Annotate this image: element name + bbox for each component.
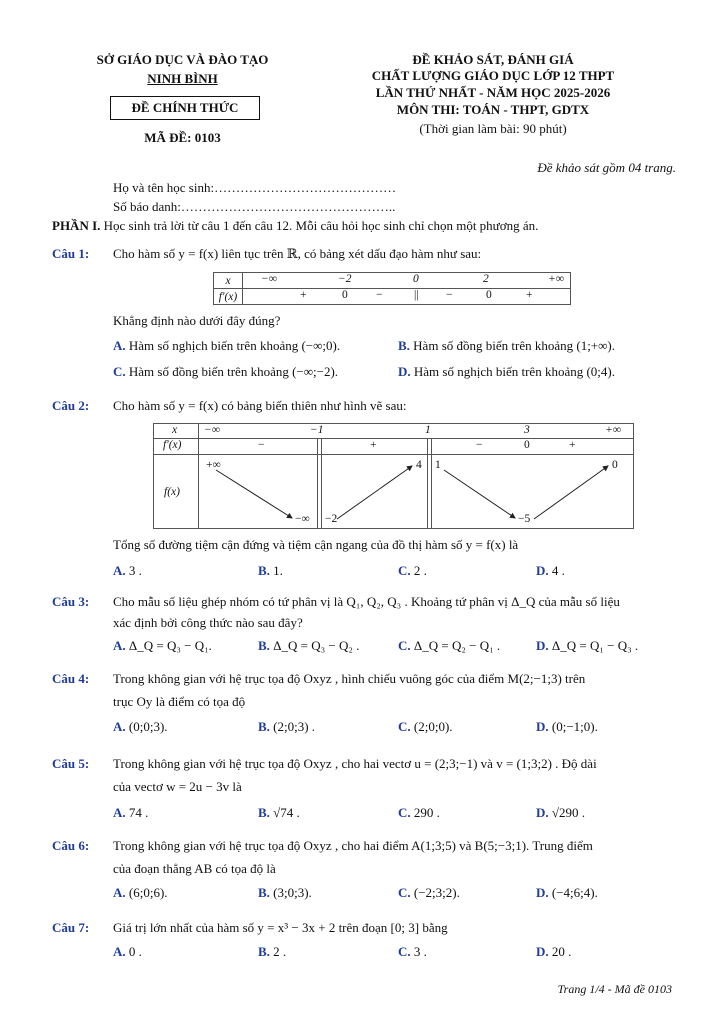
q2-fp-sign-1: − — [258, 439, 265, 451]
q6-option-a[interactable] — [113, 885, 168, 901]
q7-text: Giá trị lớn nhất của hàm số y = x³ − 3x + 2 trên đoạn [0; 3] bằng — [113, 920, 448, 935]
q5-text-line1: Trong không gian với hệ trục tọa độ Oxyz , cho hai vectơ u = (2;3;−1) và v = (1;3;2) . Độ dài — [113, 756, 597, 771]
q1-prompt: Khẳng định nào dưới đây đúng? — [113, 313, 281, 328]
q2-fp-sign-4: + — [569, 439, 576, 451]
q5-option-c[interactable] — [398, 805, 440, 821]
q1-option-d[interactable] — [398, 364, 615, 380]
q5-label: Câu 5: — [52, 756, 90, 771]
q7-option-c[interactable] — [398, 944, 427, 960]
q2-option-c[interactable] — [398, 563, 427, 579]
q2-option-b[interactable] — [258, 563, 283, 579]
q2-x-3: 3 — [524, 424, 530, 436]
q3-text-line2: xác định bởi công thức nào sau đây? — [113, 615, 303, 630]
q1-a-letter: A. — [113, 338, 126, 353]
q1-sign-4: || — [414, 289, 419, 301]
q2-c-text: 2 . — [413, 563, 427, 578]
q5-a-text: 74 . — [128, 805, 149, 820]
exam-title-line3: LẦN THỨ NHẤT - NĂM HỌC 2025-2026 — [375, 85, 611, 100]
student-id-line: Số báo danh:………………………………………….. — [113, 199, 396, 214]
q1-x-label: x — [214, 273, 243, 289]
q4-c-letter: C. — [398, 719, 411, 734]
page-footer: Trang 1/4 - Mã đề 0103 — [557, 982, 672, 996]
q2-f-m2: −2 — [325, 513, 338, 525]
q6-option-b[interactable] — [258, 885, 312, 901]
q2-f-neg-inf: −∞ — [295, 513, 310, 525]
q2-a-letter: A. — [113, 563, 126, 578]
q5-a-letter: A. — [113, 805, 126, 820]
q3-d-text: Δ_Q = Q₁ − Q₃ . — [551, 638, 639, 653]
exam-title-line1: ĐỀ KHẢO SÁT, ĐÁNH GIÁ — [412, 52, 574, 67]
q1-sign-3: − — [376, 289, 383, 301]
q1-text: Cho hàm số y = f(x) liên tục trên ℝ, có bảng xét dấu đạo hàm như sau: — [113, 246, 482, 261]
q2-d-text: 4 . — [551, 563, 565, 578]
q3-option-a[interactable] — [113, 638, 212, 654]
q4-a-letter: A. — [113, 719, 126, 734]
q2-text: Cho hàm số y = f(x) có bảng biến thiên như hình vẽ sau: — [113, 398, 407, 413]
q1-d-text: Hàm số nghịch biến trên khoảng (0;4). — [413, 364, 615, 379]
q2-fp-sign-2: + — [370, 439, 377, 451]
q7-label: Câu 7: — [52, 920, 90, 935]
q5-text-line2: của vectơ w = 2u − 3v là — [113, 779, 242, 794]
q2-x-pos-inf: +∞ — [605, 424, 621, 436]
q6-c-text: (−2;3;2). — [413, 885, 460, 900]
q1-sign-6: 0 — [486, 289, 492, 301]
q1-d-letter: D. — [398, 364, 411, 379]
department-name: SỞ GIÁO DỤC VÀ ĐÀO TẠO — [96, 52, 269, 67]
q1-b-text: Hàm số đồng biến trên khoảng (1;+∞). — [413, 338, 615, 353]
q6-d-text: (−4;6;4). — [551, 885, 598, 900]
q2-x-neg-inf: −∞ — [204, 424, 220, 436]
q3-label: Câu 3: — [52, 594, 90, 609]
q2-prompt: Tổng số đường tiệm cận đứng và tiệm cận ngang của đồ thị hàm số y = f(x) là — [113, 537, 519, 552]
q6-a-letter: A. — [113, 885, 126, 900]
q5-option-b[interactable] — [258, 805, 300, 821]
q4-label: Câu 4: — [52, 671, 90, 686]
q7-c-letter: C. — [398, 944, 411, 959]
q7-a-text: 0 . — [128, 944, 142, 959]
q2-x-m1: −1 — [310, 424, 324, 436]
q2-arrow-up-2 — [534, 466, 608, 519]
q4-text-line2: trục Oy là điểm có tọa độ — [113, 694, 246, 709]
q3-option-c[interactable] — [398, 638, 500, 654]
q5-option-a[interactable] — [113, 805, 148, 821]
q1-sign-2: 0 — [342, 289, 348, 301]
part1-label: PHẦN I. — [52, 218, 101, 233]
q2-c-letter: C. — [398, 563, 411, 578]
q1-x-neg-inf: −∞ — [261, 273, 277, 285]
q5-c-text: 290 . — [413, 805, 440, 820]
q1-x-pos-inf: +∞ — [548, 273, 564, 285]
q4-option-c[interactable] — [398, 719, 453, 735]
q5-d-text: √290 . — [551, 805, 586, 820]
student-name-line: Họ và tên học sinh:…………………………………… — [113, 180, 397, 195]
q2-x-label: x — [172, 424, 178, 436]
q3-c-text: Δ_Q = Q₂ − Q₁ . — [413, 638, 501, 653]
q1-sign-cells — [243, 273, 571, 289]
q1-x-0: 0 — [413, 273, 419, 285]
q6-b-letter: B. — [258, 885, 270, 900]
q1-sign-5: − — [446, 289, 453, 301]
q2-option-d[interactable] — [536, 563, 565, 579]
q5-b-letter: B. — [258, 805, 270, 820]
q6-d-letter: D. — [536, 885, 549, 900]
q2-b-text: 1. — [273, 563, 283, 578]
q1-c-letter: C. — [113, 364, 126, 379]
q6-text-line1: Trong không gian với hệ trục tọa độ Oxyz , cho hai điểm A(1;3;5) và B(5;−3;1). Trung điểm — [113, 838, 593, 853]
q7-b-text: 2 . — [273, 944, 287, 959]
q2-option-a[interactable] — [113, 563, 142, 579]
q3-option-d[interactable] — [536, 638, 638, 654]
q1-fprime-label: f′(x) — [214, 289, 243, 305]
q6-label: Câu 6: — [52, 838, 90, 853]
q3-b-text: Δ_Q = Q₃ − Q₂ . — [273, 638, 360, 653]
q3-a-letter: A. — [113, 638, 126, 653]
q4-option-d[interactable] — [536, 719, 598, 735]
q1-c-text: Hàm số đồng biến trên khoảng (−∞;−2). — [128, 364, 339, 379]
q3-d-letter: D. — [536, 638, 549, 653]
province-name: NINH BÌNH — [147, 71, 218, 86]
q2-a-text: 3 . — [128, 563, 142, 578]
q1-sign-1: + — [300, 289, 307, 301]
q4-option-a[interactable] — [113, 719, 168, 735]
q1-a-text: Hàm số nghịch biến trên khoảng (−∞;0). — [128, 338, 341, 353]
q4-b-text: (2;0;3) . — [273, 719, 316, 734]
q5-c-letter: C. — [398, 805, 411, 820]
q7-option-d[interactable] — [536, 944, 571, 960]
q1-row-fprime — [214, 289, 571, 305]
q5-d-letter: D. — [536, 805, 549, 820]
q3-option-b[interactable] — [258, 638, 359, 654]
q2-variation-arrows — [154, 424, 633, 528]
q6-option-d[interactable] — [536, 885, 598, 901]
q4-d-letter: D. — [536, 719, 549, 734]
exam-code: MÃ ĐỀ: 0103 — [144, 130, 221, 145]
exam-title-line2: CHẤT LƯỢNG GIÁO DỤC LỚP 12 THPT — [371, 68, 615, 83]
q2-arrow-down-1 — [216, 470, 292, 518]
q1-sign-7: + — [526, 289, 533, 301]
q7-option-a[interactable] — [113, 944, 142, 960]
q2-b-letter: B. — [258, 563, 270, 578]
q7-c-text: 3 . — [413, 944, 427, 959]
q6-option-c[interactable] — [398, 885, 460, 901]
q2-f-4: 4 — [416, 459, 422, 471]
official-exam-box: ĐỀ CHÍNH THỨC — [110, 96, 260, 120]
q2-x-1: 1 — [425, 424, 431, 436]
q1-option-b[interactable] — [398, 338, 615, 354]
q6-a-text: (6;0;6). — [128, 885, 168, 900]
q2-arrow-down-2 — [444, 470, 515, 518]
q2-f-m5: −5 — [518, 513, 531, 525]
q4-a-text: (0;0;3). — [128, 719, 168, 734]
q1-x-2: 2 — [483, 273, 489, 285]
q1-sign-table — [213, 272, 571, 305]
exam-duration: (Thời gian làm bài: 90 phút) — [419, 121, 567, 136]
part1-instruction — [52, 218, 538, 234]
q2-f-0: 0 — [612, 459, 618, 471]
q4-c-text: (2;0;0). — [413, 719, 453, 734]
q1-label: Câu 1: — [52, 246, 90, 261]
q7-d-text: 20 . — [551, 944, 572, 959]
q7-a-letter: A. — [113, 944, 126, 959]
q2-fprime-label: f′(x) — [163, 439, 182, 451]
q4-b-letter: B. — [258, 719, 270, 734]
q2-label: Câu 2: — [52, 398, 90, 413]
q1-option-c[interactable] — [113, 364, 338, 380]
q7-option-b[interactable] — [258, 944, 286, 960]
q1-x-m2: −2 — [338, 273, 352, 285]
q7-b-letter: B. — [258, 944, 270, 959]
q1-option-a[interactable] — [113, 338, 340, 354]
q2-variation-table — [153, 423, 634, 529]
pages-note: Đề khảo sát gồm 04 trang. — [537, 160, 676, 175]
q2-fp-sign-3: − — [476, 439, 483, 451]
q7-d-letter: D. — [536, 944, 549, 959]
q2-f-label: f(x) — [164, 486, 180, 498]
q6-c-letter: C. — [398, 885, 411, 900]
q3-text-line1: Cho mẫu số liệu ghép nhóm có tứ phân vị là Q₁, Q₂, Q₃ . Khoảng tứ phân vị Δ_Q của mẫu số liệu — [113, 594, 620, 609]
q1-b-letter: B. — [398, 338, 410, 353]
q5-b-text: √74 . — [273, 805, 300, 820]
q3-b-letter: B. — [258, 638, 270, 653]
q4-d-text: (0;−1;0). — [551, 719, 598, 734]
q4-option-b[interactable] — [258, 719, 315, 735]
q2-fp-zero: 0 — [524, 439, 530, 451]
exam-subject: MÔN THI: TOÁN - THPT, GDTX — [396, 102, 590, 117]
q5-option-d[interactable] — [536, 805, 585, 821]
q2-f-pos-inf: +∞ — [206, 459, 221, 471]
q6-text-line2: của đoạn thẳng AB có tọa độ là — [113, 861, 276, 876]
q2-arrow-up-1 — [337, 466, 412, 519]
q6-b-text: (3;0;3). — [273, 885, 312, 900]
q3-c-letter: C. — [398, 638, 411, 653]
q3-a-text: Δ_Q = Q₃ − Q₁. — [128, 638, 212, 653]
q4-text-line1: Trong không gian với hệ trục tọa độ Oxyz , hình chiếu vuông góc của điểm M(2;−1;3) trên — [113, 671, 586, 686]
part1-text: Học sinh trả lời từ câu 1 đến câu 12. Mỗi câu hỏi học sinh chỉ chọn một phương án. — [103, 218, 539, 233]
q1-row-x — [214, 273, 571, 289]
q2-d-letter: D. — [536, 563, 549, 578]
q2-f-1: 1 — [435, 459, 441, 471]
